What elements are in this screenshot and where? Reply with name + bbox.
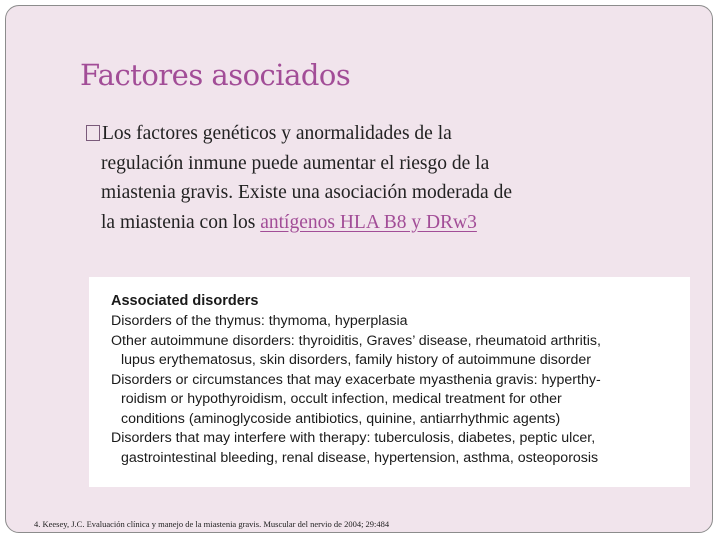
bullet-paragraph (86, 119, 672, 237)
table-line: Disorders that may interfere with therapy: tuberculosis, diabetes, peptic ulcer, (111, 430, 596, 446)
table-line: roidism or hypothyroidism, occult infection, medical treatment for other (121, 391, 562, 407)
table-line: gastrointestinal bleeding, renal disease, hypertension, asthma, osteoporosis (121, 449, 599, 466)
bullet-line-3: miastenia gravis. Existe una asociación moderada de (101, 182, 512, 203)
slide (5, 5, 713, 533)
associated-disorders-table (89, 277, 690, 487)
table-heading: Associated disorders (111, 293, 259, 309)
table-line: Disorders or circumstances that may exacerbate myasthenia gravis: hyperthy- (111, 371, 601, 388)
table-line: Other autoimmune disorders: thyroiditis, Graves’ disease, rheumatoid arthritis, (111, 332, 601, 349)
bullet-line-4 (86, 208, 672, 238)
hla-antigens-link[interactable]: antígenos HLA B8 y DRw3 (260, 211, 477, 233)
bullet-box-icon (86, 125, 100, 141)
table-line: Disorders of the thymus: thymoma, hyperplasia (111, 313, 408, 329)
table-line: lupus erythematosus, skin disorders, family history of autoimmune disorder (121, 352, 591, 368)
table-line: conditions (aminoglycoside antibiotics, quinine, antiarrhythmic agents) (121, 410, 561, 427)
bullet-line-4-prefix: la miastenia con los (101, 211, 261, 233)
footnote-citation: 4. Keesey, J.C. Evaluación clínica y manejo de la miastenia gravis. Muscular del nervio de 2004; 29:484 (34, 519, 390, 529)
bullet-line-2: regulación inmune puede aumentar el riesgo de la (101, 152, 490, 174)
slide-title: Factores asociados (80, 58, 351, 92)
bullet-line-1: Los factores genéticos y anormalidades de la (102, 123, 452, 144)
